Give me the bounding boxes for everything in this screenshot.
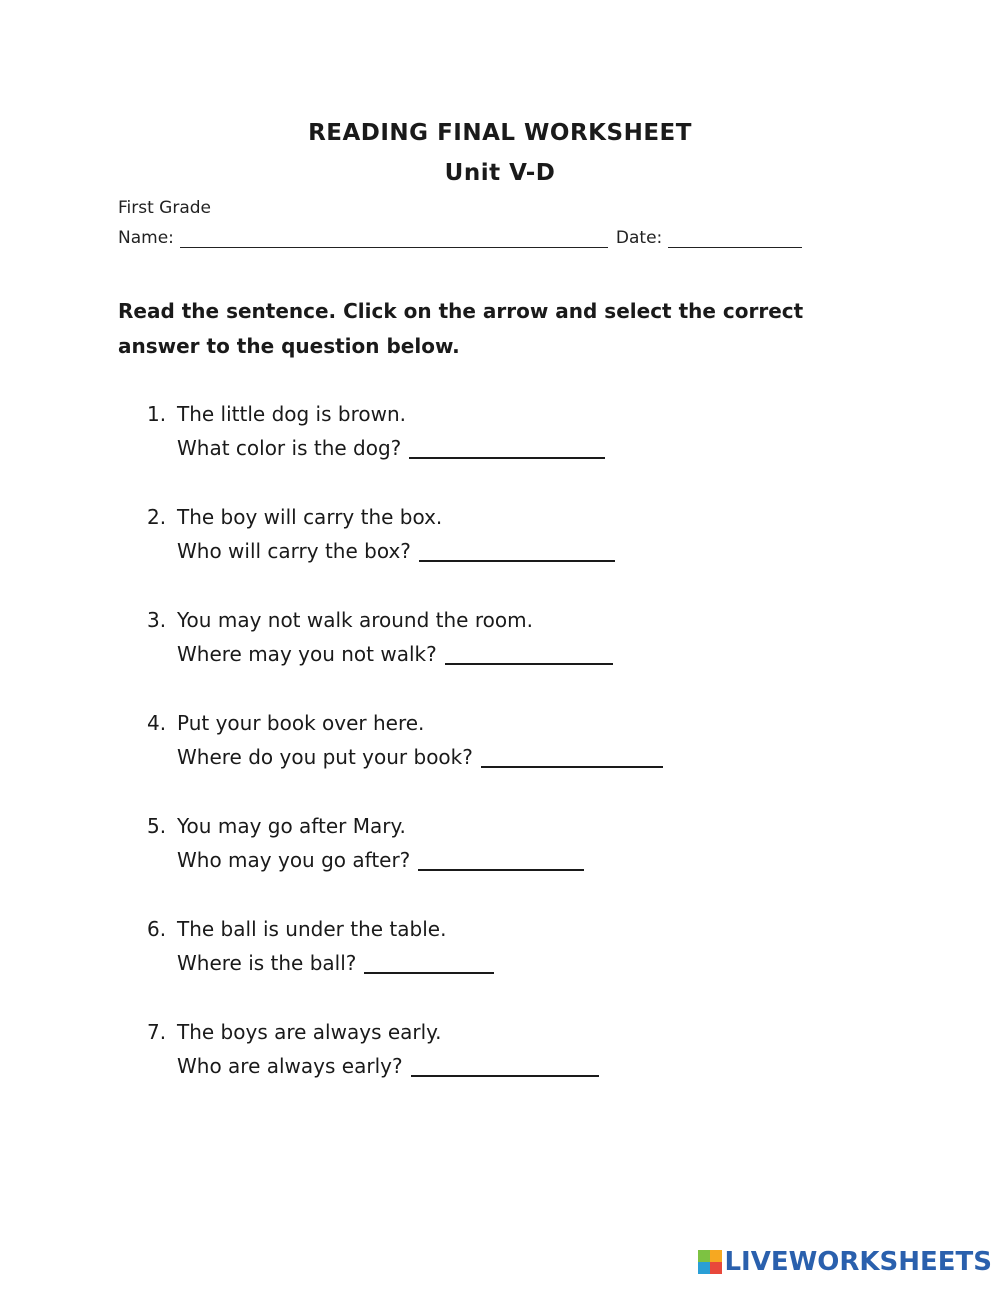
question-number: 1. (147, 402, 167, 426)
question-number: 7. (147, 1020, 167, 1044)
question-number: 2. (147, 505, 167, 529)
question-prompt: Where do you put your book? (177, 745, 473, 769)
answer-dropdown-7[interactable] (411, 1053, 599, 1077)
question-prompt: Who may you go after? (177, 848, 411, 872)
name-date-line (118, 228, 810, 248)
grade-label: First Grade (118, 198, 212, 218)
question-2 (147, 500, 615, 568)
answer-dropdown-2[interactable] (419, 538, 615, 562)
question-6 (147, 912, 494, 980)
question-1 (147, 397, 605, 465)
question-4 (147, 706, 663, 774)
answer-dropdown-6[interactable] (364, 950, 494, 974)
question-prompt: Where may you not walk? (177, 642, 437, 666)
answer-dropdown-5[interactable] (418, 847, 584, 871)
date-label: Date: (615, 228, 663, 248)
question-5 (147, 809, 584, 877)
question-number: 4. (147, 711, 167, 735)
question-prompt: Who are always early? (177, 1054, 403, 1078)
worksheet-subtitle: Unit V-D (444, 160, 556, 186)
logo-icon (698, 1250, 722, 1274)
question-number: 6. (147, 917, 167, 941)
question-7 (147, 1015, 599, 1083)
name-field[interactable] (180, 231, 608, 248)
question-sentence: The boy will carry the box. (177, 505, 443, 529)
logo-text: LIVEWORKSHEETS (724, 1247, 992, 1277)
question-prompt: Where is the ball? (177, 951, 357, 975)
worksheet-title: READING FINAL WORKSHEET (308, 120, 692, 146)
question-3 (147, 603, 613, 671)
instructions: Read the sentence. Click on the arrow and select the correct answer to the question below. (118, 299, 804, 358)
date-field[interactable] (668, 231, 802, 248)
answer-dropdown-4[interactable] (481, 744, 663, 768)
question-number: 5. (147, 814, 167, 838)
question-sentence: You may not walk around the room. (177, 608, 533, 632)
question-sentence: You may go after Mary. (177, 814, 406, 838)
answer-dropdown-3[interactable] (445, 641, 613, 665)
question-prompt: What color is the dog? (177, 436, 402, 460)
question-sentence: The little dog is brown. (177, 402, 406, 426)
liveworksheets-logo (698, 1247, 992, 1277)
name-label: Name: (118, 228, 174, 248)
question-prompt: Who will carry the box? (177, 539, 411, 563)
question-sentence: Put your book over here. (177, 711, 425, 735)
question-sentence: The boys are always early. (177, 1020, 442, 1044)
question-number: 3. (147, 608, 167, 632)
answer-dropdown-1[interactable] (409, 435, 605, 459)
question-sentence: The ball is under the table. (177, 917, 447, 941)
